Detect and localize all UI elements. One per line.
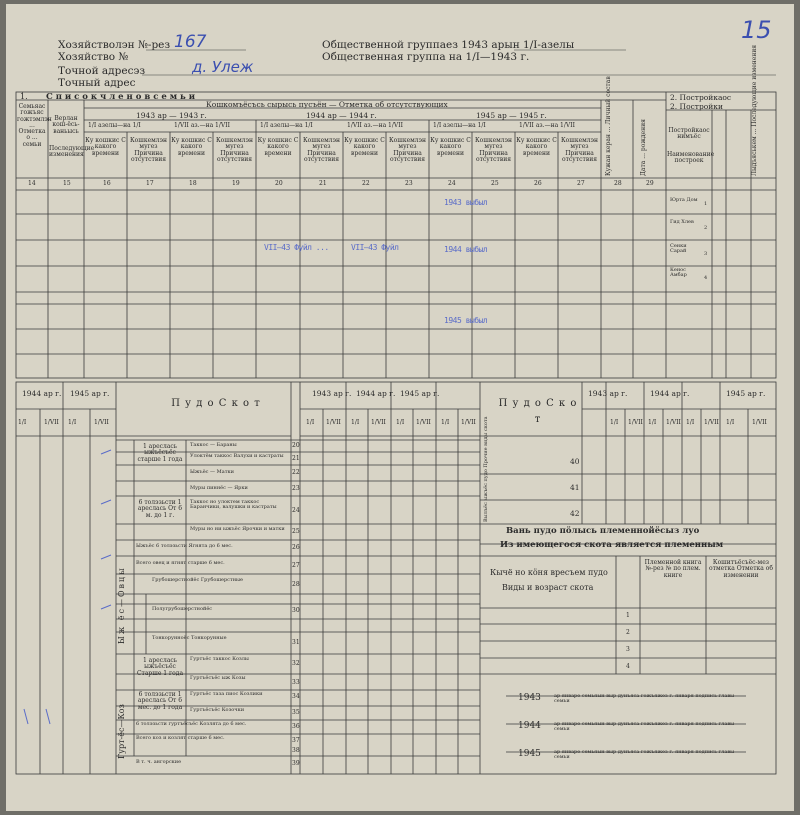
stamp-vii43-b: VII—43 Фуйл: [351, 243, 399, 252]
row-label: Гуртъёс таза пиос Козлики: [190, 691, 263, 697]
other-livestock-side: Вылъёс ыжъёс пудо Прочие виды скота: [483, 416, 489, 522]
ls-year-r1944: 1944 ар г.: [650, 389, 690, 398]
ls-year-1945: 1945 ар г.: [70, 389, 110, 398]
half-a-1944: 1/I азелы—на 1/I: [260, 122, 313, 129]
ls-half: 1/I: [726, 419, 735, 426]
ls-half: 1/VII: [44, 419, 59, 426]
year-1945-head: 1945 ар — 1945 г.: [476, 111, 547, 120]
row-number: 24: [292, 507, 300, 514]
breeding-title-komi: Вань пудо пöлысь племеннойёсыз луо: [506, 526, 700, 536]
row-number-42: 42: [570, 509, 580, 518]
household-label-komi: Хозяйстволэн №-рез: [58, 39, 171, 51]
row-label: Гуртъёс таккос Козлы: [190, 656, 249, 662]
row-label: Муры пиннёс — Ярки: [190, 485, 248, 491]
group-label: 6 толэзьсти 1 ареслась От 6 мес. до 1 года: [137, 691, 183, 711]
absence-header: Кошкомъёсъсь сырысь пусъён — Отметка об отсутствующих: [206, 100, 448, 109]
address-value: д. Улеж: [192, 58, 254, 76]
ls-year-1944b: 1944 ар г.: [356, 389, 396, 398]
row-number: 26: [292, 544, 300, 551]
address-label-ru: Точный адрес: [58, 77, 136, 89]
stamp-vii43-a: VII—43 Фуйл ...: [264, 243, 329, 252]
sub-b-23: Кошкемлэн мугез Причина отсутствия: [389, 137, 426, 163]
sub-b-17: Кошкемлэн мугез Причина отсутствия: [130, 137, 167, 163]
sub-a-26: Ку кошкис С какого времени: [516, 137, 557, 157]
row-number: 34: [292, 693, 300, 700]
row-number: 27: [292, 562, 300, 569]
row-number: 36: [292, 723, 300, 730]
buildings-head-ru: Наименование построек: [667, 151, 715, 165]
half-b-1945: 1/VII аз.—на 1/VII: [519, 122, 575, 129]
household-number: 167: [174, 32, 207, 52]
ls-half: 1/VII: [752, 419, 767, 426]
row-number: 25: [292, 528, 300, 535]
breeding-col3: Кошитъёсъёс-мез отметка Отметка об изменении: [709, 559, 773, 579]
row-label: Ыжъёс — Матки: [190, 469, 234, 475]
colnum-17: 17: [146, 180, 154, 187]
building-name: Гид Хлев: [670, 219, 694, 225]
row-number: 23: [292, 485, 300, 492]
sub-b-19: Кошкемлэн мугез Причина отсутствия: [216, 137, 253, 163]
colnum-21: 21: [319, 180, 327, 187]
row-label: Таккос но улоктем таккос Баранчики, валушки и кастраты: [190, 499, 277, 510]
row-number: 32: [292, 660, 300, 667]
col28-head: Кужан керан ... Личный состав: [605, 76, 612, 176]
row-label: Ыжъёс 6 толэзьсти Ягнята до 6 мес.: [136, 543, 233, 549]
row-label: Тонкорунноёс Тонкорунные: [152, 635, 227, 641]
row-number: 38: [292, 747, 300, 754]
ls-half: 1/I: [441, 419, 450, 426]
sub-a-18: Ку кошкис С какого времени: [171, 137, 212, 157]
sub-b-21: Кошкемлэн мугез Причина отсутствия: [303, 137, 340, 163]
row-label: Муры но ни ыжъёс Ярочки и матки: [190, 526, 285, 532]
group-label-komi: Общественной группаез 1943 арын 1/I-азелы: [322, 39, 575, 51]
group-label: 6 толэзьсти 1 ареслась От 6 м. до 1 г.: [137, 499, 183, 519]
breeding-row-2: 2: [626, 629, 630, 636]
row-label: Всего овец и ягнят старше 6 мес.: [136, 560, 225, 566]
row-label: В т. ч. ангорские: [136, 759, 182, 765]
colnum-16: 16: [103, 180, 111, 187]
row-label: Полугрубошерстнойёс: [152, 606, 213, 612]
ls-half: 1/I: [351, 419, 360, 426]
building-name: Сенки Сарай: [670, 243, 687, 254]
stamp-1944: 1944 выбыл: [444, 245, 488, 254]
group-label: 1 ареслась ыжъёсъёс Старше 1 года: [136, 657, 184, 677]
ls-half: 1/VII: [416, 419, 431, 426]
ls-half: 1/VII: [666, 419, 681, 426]
sig-text-1945: ар январе семьяын выр дунъяса гожъяжез г. января подпись главы семьи: [554, 749, 735, 760]
row-label: Улоктём таккос Валухи и кастраты: [190, 453, 284, 459]
row-label: Гуртъёсъёс Козочки: [190, 707, 245, 713]
sig-text-1943: ар январе семьяын выр дунъяса гожъяжез г. января подпись главы семьи: [554, 693, 735, 704]
row-number-40: 40: [570, 457, 580, 466]
sig-year-1945: 1945: [518, 749, 541, 759]
sig-text-1944: ар январе семьяын выр дунъяса гожъяжез г. января подпись главы семьи: [554, 721, 735, 732]
sub-a-16: Ку кошкис С какого времени: [85, 137, 126, 157]
row-number: 33: [292, 679, 300, 686]
colnum-29: 29: [646, 180, 654, 187]
row-number: 31: [292, 639, 300, 646]
row-number: 21: [292, 455, 300, 462]
half-a-1945: 1/I азелы—на 1/I: [433, 122, 486, 129]
col15-sub: Последующие изменения: [49, 145, 95, 159]
ls-year-1945b: 1945 ар г.: [400, 389, 440, 398]
sig-year-1943: 1943: [518, 693, 541, 703]
building-name: Кенос Амбар: [670, 267, 687, 278]
livestock-title-right: П у д о С к о т: [498, 398, 578, 425]
row-label: Грубошерстнойёс Грубошерстные: [152, 577, 243, 583]
breeding-row-3: 3: [626, 646, 630, 653]
ls-half: 1/I: [18, 419, 27, 426]
building-name: Юрта Дом: [670, 197, 698, 203]
building-num: 3: [704, 251, 708, 257]
side-group-goats: Гурт-ёс—Коз: [117, 704, 126, 759]
row-number: 22: [292, 469, 300, 476]
building-num: 2: [704, 225, 708, 231]
half-a-1943: 1/I азелы—на 1/I: [88, 122, 141, 129]
row-number: 20: [292, 442, 300, 449]
ls-half: 1/I: [610, 419, 619, 426]
col29-head: Дата ... рождения: [640, 119, 647, 176]
ls-half: 1/VII: [704, 419, 719, 426]
building-num: 4: [704, 275, 708, 281]
ls-half: 1/VII: [628, 419, 643, 426]
sub-a-22: Ку кошкис С какого времени: [344, 137, 385, 157]
address-label-komi: Точной адресэз: [58, 65, 146, 77]
ls-half: 1/VII: [461, 419, 476, 426]
buildings-title-komi: 2. Постройкаос: [670, 93, 732, 102]
row-number: 37: [292, 737, 300, 744]
breeding-row-1: 1: [626, 612, 630, 619]
half-b-1944: 1/VII аз.—на 1/VII: [347, 122, 403, 129]
colnum-26: 26: [534, 180, 542, 187]
col14-head: Семьяас гожъяс гожтэмлэн ... Отметка о ... семьи: [17, 103, 52, 148]
colnum-14: 14: [28, 180, 36, 187]
ls-half: 1/VII: [326, 419, 341, 426]
ls-half: 1/I: [68, 419, 77, 426]
row-number-41: 41: [570, 483, 580, 492]
row-number: 35: [292, 709, 300, 716]
colnum-15: 15: [63, 180, 71, 187]
group-label-ru: Общественная группа на 1/I—1943 г.: [322, 51, 530, 63]
buildings-side: Лыдъяськем ... Последующие изменения: [751, 44, 758, 176]
sub-a-20: Ку кошкис С какого времени: [257, 137, 299, 157]
row-number: 39: [292, 760, 300, 767]
household-label-ru: Хозяйство №: [58, 51, 129, 63]
half-b-1943: 1/VII аз.—на 1/VII: [174, 122, 230, 129]
page-number: 15: [741, 16, 772, 44]
stamp-1945: 1945 выбыл: [444, 316, 488, 325]
ls-half: 1/I: [686, 419, 695, 426]
colnum-23: 23: [405, 180, 413, 187]
ls-year-1943b: 1943 ар г.: [312, 389, 352, 398]
ls-year-r1945: 1945 ар г.: [726, 389, 766, 398]
colnum-24: 24: [448, 180, 456, 187]
breeding-title-ru: Из имеющегося скота является племенным: [500, 540, 724, 550]
sub-b-27: Кошкемлэн мугез Причина отсутствия: [561, 137, 598, 163]
ls-half: 1/VII: [94, 419, 109, 426]
row-label: Гуртъёсъёс ыж Козы: [190, 675, 246, 681]
col15-head: Верлан кош-ёсь-ваньысь: [52, 115, 80, 135]
ls-half: 1/VII: [371, 419, 386, 426]
building-num: 1: [704, 201, 708, 207]
buildings-head-komi: Постройкаос нимъёс: [668, 127, 710, 141]
colnum-27: 27: [577, 180, 585, 187]
side-group-sheep: Ыж ёс—Овцы: [117, 566, 126, 644]
row-label: Всего коз и козлят старше 6 мес.: [136, 735, 225, 741]
colnum-22: 22: [362, 180, 370, 187]
sub-b-25: Кошкемлэн мугез Причина отсутствия: [475, 137, 512, 163]
colnum-19: 19: [232, 180, 240, 187]
row-number: 30: [292, 607, 300, 614]
breeding-col2: Племенной книга №-рез № по плем. книге: [644, 559, 702, 579]
row-label: Таккос — Бараны: [190, 442, 237, 448]
ledger-page: [6, 4, 794, 811]
ls-half: 1/I: [396, 419, 405, 426]
colnum-25: 25: [491, 180, 499, 187]
colnum-20: 20: [275, 180, 283, 187]
row-number: 28: [292, 581, 300, 588]
section1-number: 1.: [20, 92, 28, 101]
ls-half: 1/I: [648, 419, 657, 426]
livestock-title-left: П у д о С к о т: [171, 398, 261, 409]
colnum-18: 18: [189, 180, 197, 187]
stamp-1943: 1943 выбыл: [444, 198, 488, 207]
ls-half: 1/I: [306, 419, 315, 426]
section1-title: С п и с о к ч л е н о в с е м ь и: [46, 92, 196, 102]
buildings-title-ru: 2. Постройки: [670, 102, 723, 111]
breeding-col1-komi: Кычё но кöня вресъем пудо: [490, 568, 608, 577]
sub-a-24: Ку кошкис С какого времени: [430, 137, 471, 157]
breeding-row-4: 4: [626, 663, 630, 670]
ls-year-1944: 1944 ар г.: [22, 389, 62, 398]
row-label: 6 толэзьсти гуртъёсъёс Козлята до 6 мес.: [136, 721, 247, 727]
ls-year-r1943: 1943 ар г.: [588, 389, 628, 398]
sig-year-1944: 1944: [518, 721, 541, 731]
year-1943-head: 1943 ар — 1943 г.: [136, 111, 207, 120]
group-label: 1 ареслась ыжъёсъёс старше 1 года: [137, 443, 183, 463]
colnum-28: 28: [614, 180, 622, 187]
breeding-col1-ru: Виды и возраст скота: [502, 583, 594, 592]
year-1944-head: 1944 ар — 1944 г.: [306, 111, 377, 120]
